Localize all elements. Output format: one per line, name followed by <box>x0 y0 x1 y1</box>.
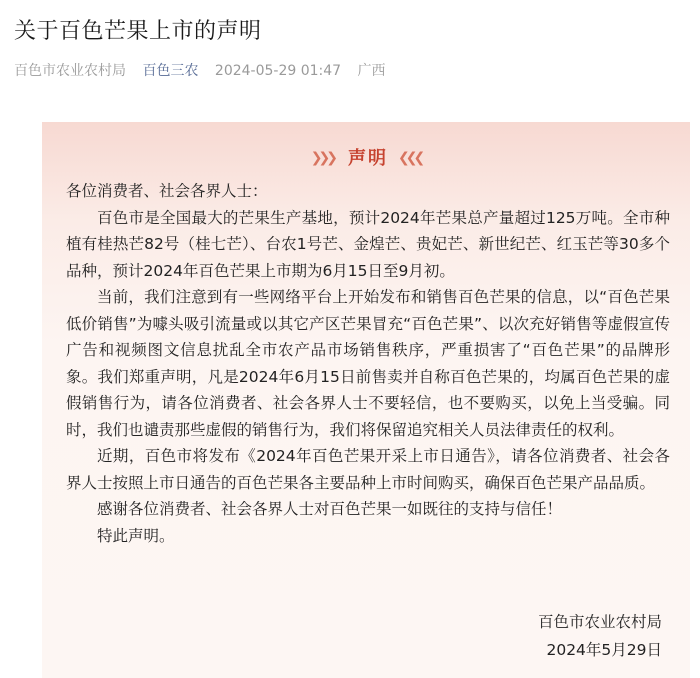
chevron-right-decoration-icon: ❯❯❯ <box>310 150 334 166</box>
statement-heading <box>42 144 690 170</box>
statement-card <box>42 122 690 678</box>
statement-salutation: 各位消费者、社会各界人士： <box>66 182 268 200</box>
statement-paragraph: 特此声明。 <box>97 526 175 545</box>
statement-paragraph: 近期，百色市将发布《2024年百色芒果开采上市日通告》，请各位消费者、社会各界人士按照上市日通告的百色芒果各主要品种上市时间购买，确保百色芒果产品品质。 <box>66 447 670 492</box>
statement-signature <box>538 608 662 664</box>
publish-location: 广西 <box>357 63 386 79</box>
chevron-left-decoration-icon: ❮❮❮ <box>398 150 422 166</box>
article-title: 关于百色芒果上市的声明 <box>14 19 262 44</box>
statement-body <box>66 178 670 549</box>
statement-paragraph: 百色市是全国最大的芒果生产基地，预计2024年芒果总产量超过125万吨。全市种植有桂热芒82号（桂七芒）、台农1号芒、金煌芒、贵妃芒、新世纪芒、红玉芒等30多个品种，预计2024年百色芒果上市期为6月15日至9月初。 <box>66 208 670 280</box>
statement-paragraph: 当前，我们注意到有一些网络平台上开始发布和销售百色芒果的信息，以“百色芒果低价销售”为噱头吸引流量或以其它产区芒果冒充“百色芒果”、以次充好销售等虚假宣传广告和视频图文信息扰乱全市农产品市场销售秩序，严重损害了“百色芒果”的品牌形象。我们郑重声明，凡是2024年6月15日前售卖并自称百色芒果的，均属百色芒果的虚假销售行为，请各位消费者、社会各界人士不要轻信，也不要购买，以免上当受骗。同时，我们也谴责那些虚假的销售行为，我们将保留追究相关人员法律责任的权利。 <box>66 288 670 439</box>
statement-paragraph: 感谢各位消费者、社会各界人士对百色芒果一如既往的支持与信任！ <box>97 500 563 518</box>
article-meta <box>14 60 398 80</box>
signature-org: 百色市农业农村局 <box>537 613 662 631</box>
account-name-link[interactable]: 百色三农 <box>142 63 199 79</box>
signature-date: 2024年5月29日 <box>546 641 662 659</box>
author-name: 百色市农业农村局 <box>14 63 126 79</box>
statement-heading-text: 声明 <box>348 148 388 169</box>
publish-datetime: 2024-05-29 01:47 <box>214 63 342 79</box>
